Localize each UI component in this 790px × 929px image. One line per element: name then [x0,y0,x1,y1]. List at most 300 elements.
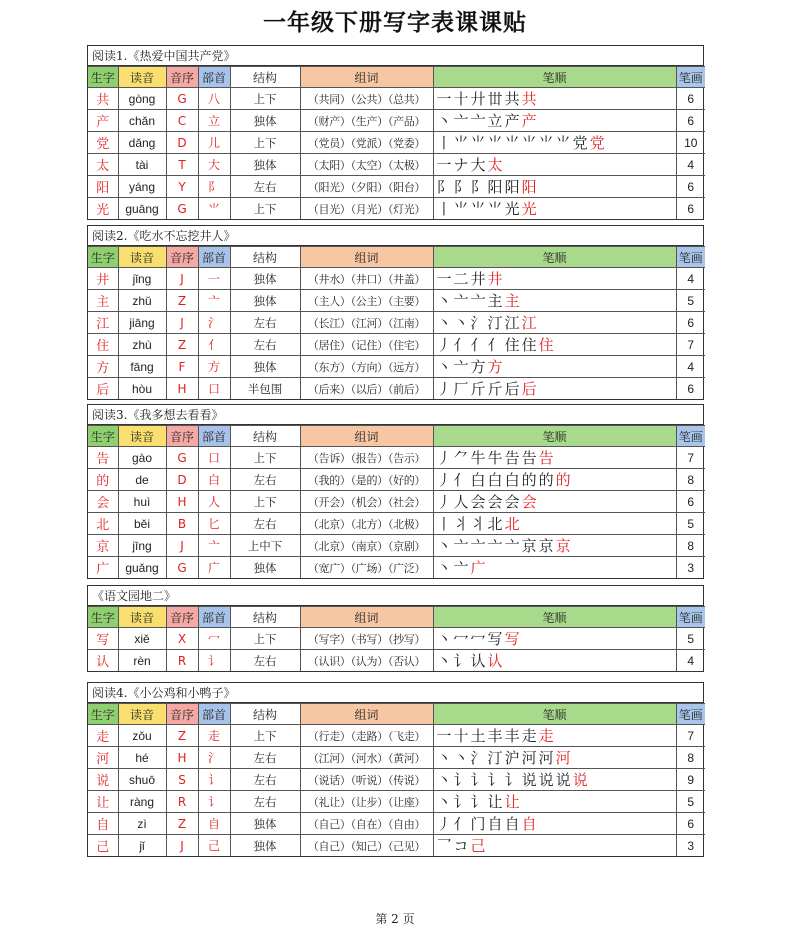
stroke-step: 阳 [504,178,520,196]
radical: 口 [198,447,230,469]
stroke-step: 汀 [487,314,503,332]
stroke-step: 讠 [504,771,520,789]
radical: 人 [198,491,230,513]
stroke-step: 讠 [470,771,486,789]
character: 京 [88,535,118,557]
initial-letter: S [166,769,198,791]
pinyin: zhù [118,334,166,356]
stroke-order [433,176,676,198]
initial-letter: C [166,110,198,132]
stroke-order [433,469,676,491]
character: 阳 [88,176,118,198]
character: 井 [88,268,118,290]
table-row [88,312,705,334]
stroke-count: 4 [676,650,705,672]
stroke-step: 丶 [436,537,452,555]
structure: 左右 [230,176,300,198]
stroke-step: 人 [453,493,469,511]
section-label: 阅读2.《吃水不忘挖井人》 [88,226,703,246]
stroke-step: 亠 [453,112,469,130]
stroke-count: 8 [676,535,705,557]
column-header: 组词 [300,247,433,268]
stroke-step: 主 [504,292,520,310]
initial-letter: X [166,628,198,650]
stroke-count: 5 [676,791,705,813]
column-header: 笔顺 [433,704,676,725]
char-table [88,425,705,578]
word-group: （我的）（是的）（好的） [300,469,433,491]
table-row [88,628,705,650]
character: 广 [88,557,118,579]
column-header: 笔顺 [433,607,676,628]
stroke-step: 亠 [487,537,503,555]
stroke-count: 6 [676,198,705,220]
stroke-step: 住 [504,336,520,354]
pinyin: de [118,469,166,491]
stroke-step: ⺌ [521,134,537,152]
character: 产 [88,110,118,132]
radical: 亠 [198,535,230,557]
stroke-step: 太 [487,156,503,174]
stroke-order [433,334,676,356]
radical: 广 [198,557,230,579]
stroke-step: 亻 [453,336,469,354]
initial-letter: H [166,378,198,400]
column-header: 读音 [118,607,166,628]
stroke-step: 氵 [470,314,486,332]
word-group: （自己）（知己）（己见） [300,835,433,857]
radical: 方 [198,356,230,378]
header-row [88,247,705,268]
pinyin: hé [118,747,166,769]
stroke-step: 说 [555,771,571,789]
stroke-step: 井 [487,270,503,288]
character: 己 [88,835,118,857]
stroke-step: 廾 [470,90,486,108]
column-header: 部首 [198,704,230,725]
stroke-order [433,535,676,557]
table-row [88,725,705,747]
stroke-step: 自 [504,815,520,833]
initial-letter: Z [166,725,198,747]
initial-letter: D [166,132,198,154]
word-group: （江河）（河水）（黄河） [300,747,433,769]
stroke-step: 丶 [436,112,452,130]
column-header: 笔画 [676,67,705,88]
column-header: 音序 [166,247,198,268]
table-row [88,176,705,198]
stroke-count: 8 [676,469,705,491]
stroke-step: ⺌ [470,134,486,152]
initial-letter: F [166,356,198,378]
table-row [88,535,705,557]
stroke-step: 会 [487,493,503,511]
stroke-step: 门 [470,815,486,833]
character: 后 [88,378,118,400]
radical: 白 [198,469,230,491]
pinyin: guāng [118,198,166,220]
column-header: 组词 [300,67,433,88]
stroke-count: 4 [676,356,705,378]
structure: 上下 [230,447,300,469]
stroke-step: 北 [487,515,503,533]
stroke-step: 亠 [453,537,469,555]
table-row [88,334,705,356]
initial-letter: G [166,198,198,220]
stroke-step: 丶 [453,749,469,767]
column-header: 结构 [230,704,300,725]
stroke-step: 丶 [436,630,452,648]
word-group: （后来）（以后）（前后） [300,378,433,400]
stroke-step: 丿 [436,815,452,833]
character: 太 [88,154,118,176]
table-row [88,491,705,513]
pinyin: zǒu [118,725,166,747]
word-group: （说话）（听说）（传说） [300,769,433,791]
stroke-step: 丶 [436,771,452,789]
stroke-step: 汀 [487,749,503,767]
column-header: 部首 [198,67,230,88]
column-header: 结构 [230,67,300,88]
radical: 一 [198,268,230,290]
stroke-step: 会 [521,493,537,511]
stroke-step: 走 [521,727,537,745]
structure: 左右 [230,469,300,491]
stroke-step: 丰 [487,727,503,745]
stroke-order [433,88,676,110]
word-group: （行走）（走路）（飞走） [300,725,433,747]
stroke-step: 亠 [453,358,469,376]
pinyin: fāng [118,356,166,378]
word-group: （宽广）（广场）（广泛） [300,557,433,579]
pinyin: běi [118,513,166,535]
stroke-count: 3 [676,835,705,857]
word-group: （长江）（江河）（江南） [300,312,433,334]
word-group: （党员）（党派）（党委） [300,132,433,154]
structure: 上下 [230,725,300,747]
section-garden-2 [87,585,704,672]
stroke-step: 光 [504,200,520,218]
word-group: （开会）（机会）（社会） [300,491,433,513]
stroke-step: 斤 [487,380,503,398]
initial-letter: H [166,491,198,513]
column-header: 笔画 [676,247,705,268]
stroke-step: 认 [487,652,503,670]
stroke-step: 讠 [487,771,503,789]
word-group: （北京）（南京）（京剧） [300,535,433,557]
column-header: 笔画 [676,704,705,725]
stroke-count: 6 [676,176,705,198]
initial-letter: D [166,469,198,491]
stroke-step: 十 [453,90,469,108]
stroke-step: 讠 [470,793,486,811]
section-reading-4 [87,682,704,857]
radical: 匕 [198,513,230,535]
section-reading-1 [87,45,704,220]
stroke-step: 丨 [436,200,452,218]
column-header: 笔顺 [433,426,676,447]
radical: 己 [198,835,230,857]
column-header: 部首 [198,426,230,447]
stroke-step: 方 [470,358,486,376]
table-row [88,513,705,535]
pinyin: jiāng [118,312,166,334]
stroke-step: 一 [436,270,452,288]
column-header: 笔画 [676,426,705,447]
radical: 讠 [198,650,230,672]
stroke-step: ⺌ [470,200,486,218]
stroke-step: 阝 [470,178,486,196]
stroke-count: 5 [676,290,705,312]
stroke-step: 亻 [453,471,469,489]
stroke-step: 河 [555,749,571,767]
stroke-step: 沪 [504,749,520,767]
section-label: 阅读1.《热爱中国共产党》 [88,46,703,66]
structure: 上下 [230,132,300,154]
pinyin: ràng [118,791,166,813]
stroke-step: 会 [470,493,486,511]
pinyin: gào [118,447,166,469]
stroke-order [433,312,676,334]
table-row [88,290,705,312]
stroke-step: 牛 [470,449,486,467]
stroke-order [433,628,676,650]
pinyin: jǐ [118,835,166,857]
stroke-order [433,557,676,579]
word-group: （阳光）（夕阳）（阳台） [300,176,433,198]
stroke-count: 3 [676,557,705,579]
pinyin: rèn [118,650,166,672]
character: 党 [88,132,118,154]
character: 走 [88,725,118,747]
radical: 口 [198,378,230,400]
stroke-order [433,769,676,791]
stroke-step: 白 [470,471,486,489]
table-row [88,650,705,672]
stroke-step: 白 [487,471,503,489]
initial-letter: J [166,268,198,290]
stroke-step: 告 [538,449,554,467]
stroke-step: 井 [470,270,486,288]
column-header: 部首 [198,247,230,268]
stroke-step: 写 [487,630,503,648]
stroke-step: 让 [487,793,503,811]
stroke-order [433,154,676,176]
radical: 阝 [198,176,230,198]
column-header: 生字 [88,607,118,628]
character: 的 [88,469,118,491]
stroke-step: 亻 [470,336,486,354]
table-row [88,378,705,400]
table-row [88,356,705,378]
stroke-step: 讠 [453,771,469,789]
radical: 冖 [198,628,230,650]
stroke-step: 讠 [453,793,469,811]
stroke-step: 亠 [470,112,486,130]
initial-letter: J [166,835,198,857]
pinyin: zì [118,813,166,835]
pinyin: dǎng [118,132,166,154]
stroke-step: 大 [470,156,486,174]
stroke-count: 7 [676,334,705,356]
character: 写 [88,628,118,650]
structure: 上中下 [230,535,300,557]
stroke-step: 产 [504,112,520,130]
page-number: 第 2 页 [375,912,415,926]
stroke-step: 十 [453,727,469,745]
structure: 上下 [230,491,300,513]
stroke-step: 方 [487,358,503,376]
table-row [88,110,705,132]
stroke-step: 说 [538,771,554,789]
stroke-step: 光 [521,200,537,218]
stroke-step: コ [453,837,469,855]
stroke-count: 6 [676,88,705,110]
stroke-step: ⺌ [487,200,503,218]
stroke-step: 后 [521,380,537,398]
column-header: 组词 [300,426,433,447]
stroke-step: 丶 [436,292,452,310]
stroke-step: 广 [470,559,486,577]
stroke-step: 乛 [436,837,452,855]
header-row [88,607,705,628]
stroke-step: ナ [453,156,469,174]
column-header: 音序 [166,607,198,628]
stroke-step: 亻 [453,815,469,833]
stroke-count: 10 [676,132,705,154]
word-group: （财产）（生产）（产品） [300,110,433,132]
column-header: 读音 [118,704,166,725]
stroke-step: 丰 [504,727,520,745]
stroke-step: 共 [504,90,520,108]
stroke-step: ⺌ [555,134,571,152]
stroke-step: 阳 [521,178,537,196]
radical: 大 [198,154,230,176]
stroke-step: 丶 [436,652,452,670]
stroke-step: ⺌ [538,134,554,152]
table-row [88,154,705,176]
stroke-step: 认 [470,652,486,670]
column-header: 部首 [198,607,230,628]
stroke-step: 阝 [453,178,469,196]
stroke-order [433,791,676,813]
stroke-order [433,132,676,154]
stroke-step: 丶 [436,358,452,376]
stroke-step: 河 [538,749,554,767]
stroke-step: 厂 [453,380,469,398]
stroke-order [433,447,676,469]
stroke-step: 京 [538,537,554,555]
structure: 左右 [230,513,300,535]
pinyin: shuō [118,769,166,791]
stroke-step: 的 [521,471,537,489]
char-table [88,246,705,399]
column-header: 组词 [300,607,433,628]
stroke-step: 的 [538,471,554,489]
structure: 独体 [230,557,300,579]
table-row [88,557,705,579]
word-group: （告诉）（报告）（告示） [300,447,433,469]
page-title: 一年级下册写字表课课贴 [263,9,527,36]
stroke-step: 江 [504,314,520,332]
character: 方 [88,356,118,378]
structure: 独体 [230,154,300,176]
column-header: 音序 [166,704,198,725]
char-table [88,703,705,856]
stroke-order [433,650,676,672]
structure: 独体 [230,813,300,835]
stroke-count: 8 [676,747,705,769]
section-label: 阅读3.《我多想去看看》 [88,405,703,425]
stroke-step: 阳 [487,178,503,196]
pinyin: zhǔ [118,290,166,312]
stroke-step: 牛 [487,449,503,467]
stroke-step: 亻 [487,336,503,354]
stroke-step: 丗 [487,90,503,108]
stroke-count: 6 [676,378,705,400]
stroke-count: 6 [676,491,705,513]
stroke-step: 住 [538,336,554,354]
stroke-order [433,110,676,132]
initial-letter: G [166,88,198,110]
table-row [88,268,705,290]
pinyin: huì [118,491,166,513]
stroke-step: 丶 [436,749,452,767]
stroke-step: 二 [453,270,469,288]
column-header: 笔顺 [433,67,676,88]
stroke-step: 亠 [470,292,486,310]
stroke-step: 住 [521,336,537,354]
stroke-step: 共 [521,90,537,108]
character: 共 [88,88,118,110]
character: 会 [88,491,118,513]
stroke-count: 9 [676,769,705,791]
stroke-step: 说 [572,771,588,789]
stroke-order [433,290,676,312]
section-reading-3 [87,404,704,579]
radical: 讠 [198,769,230,791]
stroke-step: 的 [555,471,571,489]
pinyin: xiě [118,628,166,650]
stroke-step: 自 [487,815,503,833]
stroke-step: 产 [521,112,537,130]
radical: 讠 [198,791,230,813]
initial-letter: Y [166,176,198,198]
stroke-step: 丬 [470,515,486,533]
stroke-step: 亠 [453,559,469,577]
column-header: 生字 [88,704,118,725]
radical: 自 [198,813,230,835]
table-row [88,813,705,835]
column-header: 音序 [166,426,198,447]
stroke-order [433,491,676,513]
stroke-step: 河 [521,749,537,767]
stroke-step: 党 [589,134,605,152]
structure: 独体 [230,110,300,132]
stroke-count: 6 [676,110,705,132]
stroke-order [433,513,676,535]
structure: 左右 [230,334,300,356]
stroke-step: 己 [470,837,486,855]
stroke-step: 后 [504,380,520,398]
initial-letter: R [166,650,198,672]
stroke-step: 写 [504,630,520,648]
character: 河 [88,747,118,769]
initial-letter: H [166,747,198,769]
table-row [88,769,705,791]
structure: 左右 [230,747,300,769]
stroke-order [433,356,676,378]
